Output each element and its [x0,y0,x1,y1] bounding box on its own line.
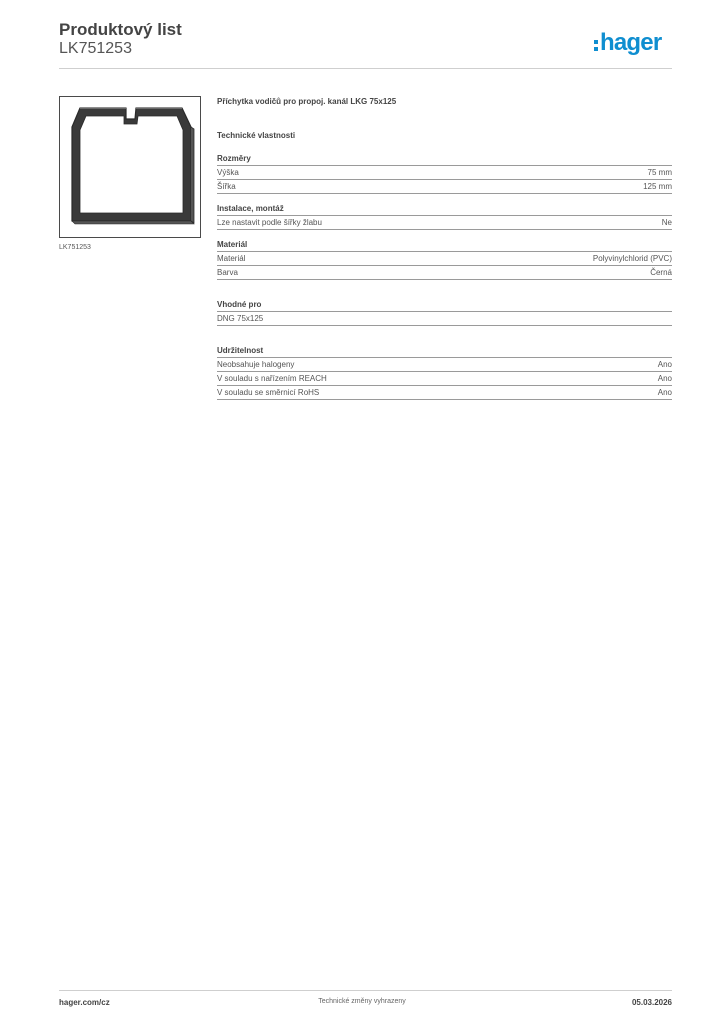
group-suitable-for [217,298,672,326]
spec-row [217,166,672,180]
spec-row [217,358,672,372]
image-caption: LK751253 [59,244,91,251]
spec-label: V souladu se směrnicí RoHS [217,388,320,397]
spec-content [217,96,672,408]
footer-website: hager.com/cz [59,998,110,1007]
spec-row [217,372,672,386]
logo-dots-icon [594,38,598,52]
spec-label: Neobsahuje halogeny [217,360,295,369]
spec-label: DNG 75x125 [217,314,264,323]
group-dimensions [217,152,672,194]
group-title: Rozměry [217,152,672,166]
cable-clip-icon [60,97,200,237]
spec-value: 75 mm [647,168,672,177]
spec-row [217,312,672,326]
spec-value: Černá [650,268,672,277]
spec-value: Ano [657,388,672,397]
group-title: Instalace, montáž [217,202,672,216]
product-name: Příchytka vodičů pro propoj. kanál LKG 75x125 [217,97,397,106]
page-title: Produktový list [59,20,182,39]
spec-value: 125 mm [643,182,672,191]
spec-label: Materiál [217,254,246,263]
footer-date: 05.03.2026 [631,998,672,1007]
spec-row [217,180,672,194]
spec-value: Polyvinylchlorid (PVC) [592,254,672,263]
group-title: Materiál [217,238,672,252]
spec-row [217,266,672,280]
product-code: LK751253 [59,40,132,57]
spec-row [217,216,672,230]
spec-value: Ne [661,218,672,227]
spec-label: Lze nastavit podle šířky žlabu [217,218,322,227]
group-title: Udržitelnost [217,344,672,358]
spec-label: Šířka [217,182,236,191]
spec-label: Barva [217,268,238,277]
group-material [217,238,672,280]
footer-divider [59,990,672,991]
hager-logo [594,28,674,58]
product-image [59,96,201,238]
spec-label: Výška [217,168,239,177]
tech-heading: Technické vlastnosti [217,131,296,140]
group-title: Vhodné pro [217,298,672,312]
logo-text: hager [600,29,662,56]
spec-label: V souladu s nařízením REACH [217,374,327,383]
group-sustainability [217,344,672,400]
spec-row [217,386,672,400]
header-divider [59,68,672,69]
footer-note: Technické změny vyhrazeny [318,998,406,1005]
spec-row [217,252,672,266]
group-installation [217,202,672,230]
spec-value: Ano [657,360,672,369]
spec-value: Ano [657,374,672,383]
